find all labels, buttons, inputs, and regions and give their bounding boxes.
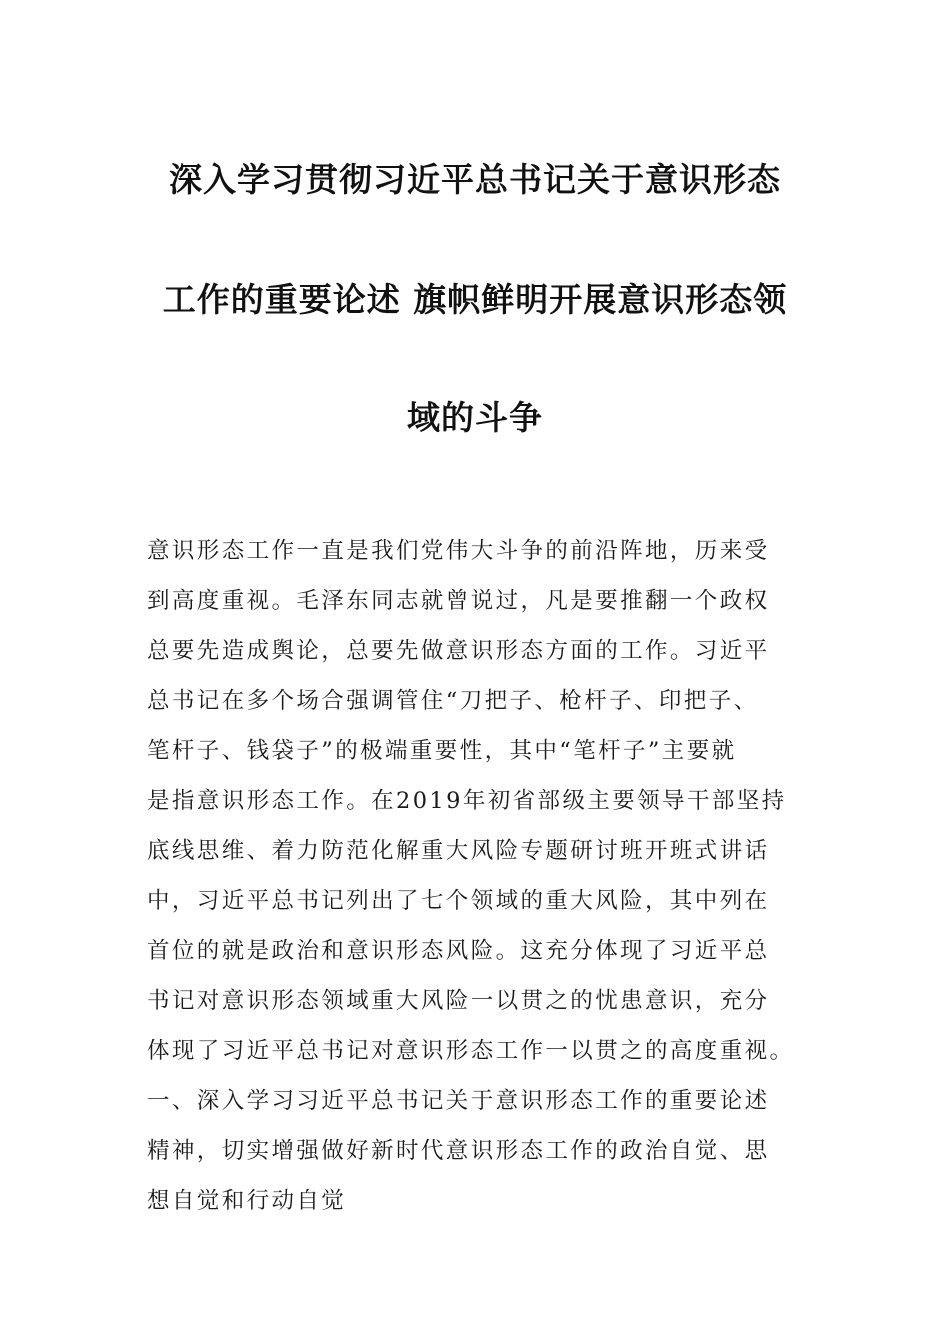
paragraph-line: 体现了习近平总书记对意识形态工作一以贯之的高度重视。 [147,1038,795,1064]
paragraph-line: 笔杆子、钱袋子”的极端重要性，其中“笔杆子”主要就 [147,738,737,764]
paragraph-line: 是指意识形态工作。在2019年初省部级主要领导干部坚持 [147,788,787,814]
paragraph-line: 总要先造成舆论，总要先做意识形态方面的工作。习近平 [147,638,770,664]
section-heading-1 [147,1076,807,1226]
paragraph-line: 到高度重视。毛泽东同志就曾说过，凡是要推翻一个政权 [147,588,770,614]
heading-line: 想自觉和行动自觉 [147,1188,347,1214]
heading-line: 一、深入学习习近平总书记关于意识形态工作的重要论述 [147,1088,770,1114]
document-title-line-1: 深入学习贯彻习近平总书记关于意识形态 [169,160,781,199]
paragraph-line: 首位的就是政治和意识形态风险。这充分体现了习近平总 [147,938,770,964]
document-title-line-2: 工作的重要论述 旗帜鲜明开展意识形态领 [162,280,788,319]
paragraph-line: 总书记在多个场合强调管住“刀把子、枪杆子、印把子、 [147,688,759,714]
paragraph-line: 底线思维、着力防范化解重大风险专题研讨班开班式讲话 [147,838,770,864]
paragraph-line: 意识形态工作一直是我们党伟大斗争的前沿阵地，历来受 [147,538,770,564]
heading-line: 精神，切实增强做好新时代意识形态工作的政治自觉、思 [147,1138,770,1164]
paragraph-line: 中，习近平总书记列出了七个领域的重大风险，其中列在 [147,888,770,914]
document-title-line-3: 域的斗争 [407,398,543,437]
intro-paragraph [147,526,807,1076]
paragraph-line: 书记对意识形态领域重大风险一以贯之的忧患意识，充分 [147,988,770,1014]
